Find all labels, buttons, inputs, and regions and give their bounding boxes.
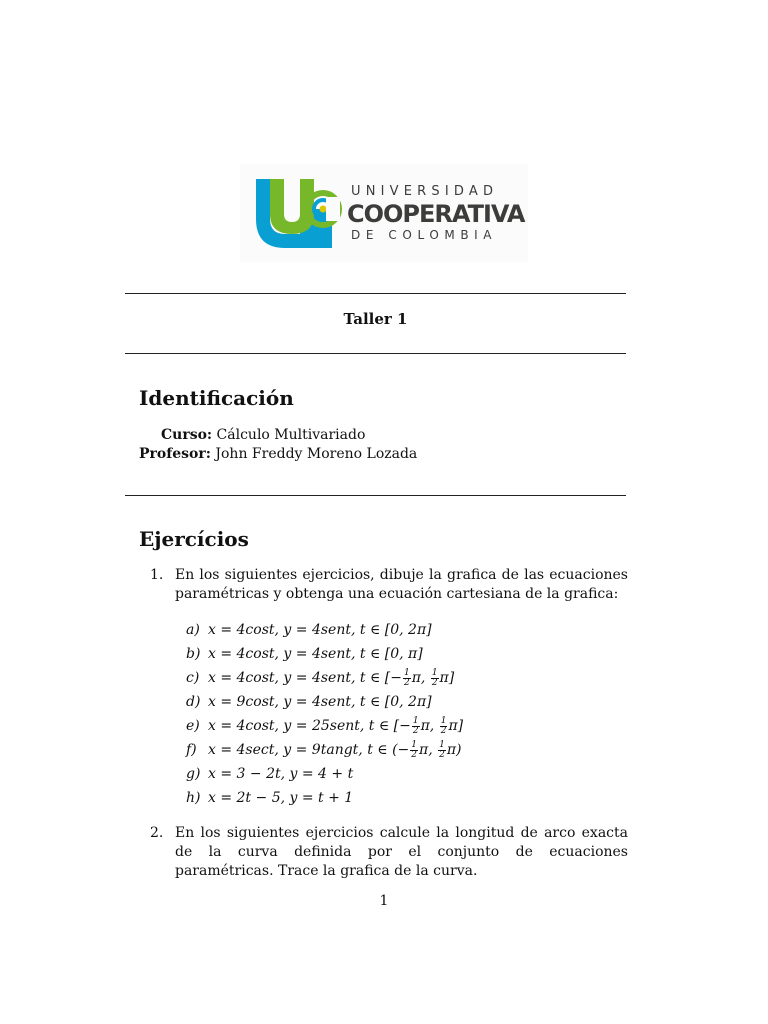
exercise-text: En los siguientes ejercicios, dibuje la grafica de las ecuaciones paramétricas y obtenga una ecuación cartesiana de la grafica: [175, 567, 628, 602]
professor-row [139, 445, 417, 464]
exercises-heading: Ejercícios [139, 527, 249, 551]
fraction: $\frac{1}{2}$ [431, 667, 438, 688]
logo-line-1: UNIVERSIDAD [351, 184, 499, 199]
fraction: $\frac{1}{2}$ [439, 739, 445, 760]
page-number: 1 [379, 893, 389, 909]
course-label: Curso: [161, 427, 213, 443]
exercise-sublist [175, 618, 628, 810]
fraction: $\frac{1}{2}$ [412, 715, 419, 736]
subitem-d: d) x = 9cost, y = 4sent, t ∈ [0, 2π] [186, 694, 432, 710]
course-row [139, 426, 417, 445]
university-logo [240, 164, 528, 262]
exercise-number: 1. [150, 567, 164, 583]
logo-line-3: DE COLOMBIA [351, 228, 498, 242]
professor-value: John Freddy Moreno Lozada [215, 446, 418, 462]
equation: x = 4cost, y = 4sent, t ∈ [− $\frac{1}{2}$ π, $\frac{1}{2}$ π] [208, 667, 455, 688]
subitem-c: c) x = 4cost, y = 4sent, t ∈ [− $\frac{1}{2}$ π, $\frac{1}{2}$ π] [186, 667, 455, 688]
fraction: $\frac{1}{2}$ [403, 667, 410, 688]
document-title: Taller 1 [343, 310, 408, 328]
equation: x = 4sect, y = 9tangt, t ∈ (− $\frac{1}{2}$ π, $\frac{1}{2}$ π) [208, 739, 462, 760]
subitem-a: a) x = 4cost, y = 4sent, t ∈ [0, 2π] [186, 622, 432, 638]
subitem-e: e) x = 4cost, y = 25sent, t ∈ [− $\frac{1}{2}$ π, $\frac{1}{2}$ π] [186, 715, 464, 736]
top-rule [125, 293, 626, 294]
equation: x = 3 − 2t, y = 4 + t [208, 766, 354, 782]
exercise-number: 2. [150, 825, 164, 841]
fraction: $\frac{1}{2}$ [440, 715, 447, 736]
course-value: Cálculo Multivariado [216, 427, 366, 443]
identification-heading: Identificación [139, 386, 294, 410]
fraction: $\frac{1}{2}$ [411, 739, 418, 760]
logo-line-2: COOPERATIVA [347, 200, 525, 228]
section-rule [125, 495, 626, 496]
exercise-item [150, 566, 628, 810]
exercise-list [150, 566, 628, 881]
equation: x = 4cost, y = 4sent, t ∈ [0, 2π] [208, 622, 432, 638]
exercise-text: En los siguientes ejercicios calcule la longitud de arco exacta de la curva definida por el conjunto de ecuaciones paramétricas. Trace la grafica de la curva. [175, 825, 628, 879]
equation: x = 2t − 5, y = t + 1 [208, 790, 354, 806]
subitem-f: f) x = 4sect, y = 9tangt, t ∈ (− $\frac{1}{2}$ π, $\frac{1}{2}$ π) [186, 739, 462, 760]
title-bottom-rule [125, 353, 626, 354]
subitem-g: g) x = 3 − 2t, y = 4 + t [186, 766, 354, 782]
equation: x = 4cost, y = 4sent, t ∈ [0, π] [208, 646, 423, 662]
equation: x = 9cost, y = 4sent, t ∈ [0, 2π] [208, 694, 432, 710]
exercise-item [150, 824, 628, 881]
identification-block [139, 426, 417, 464]
subitem-b: b) x = 4cost, y = 4sent, t ∈ [0, π] [186, 646, 423, 662]
professor-label: Profesor: [139, 446, 211, 462]
equation: x = 4cost, y = 25sent, t ∈ [− $\frac{1}{2}$ π, $\frac{1}{2}$ π] [208, 715, 464, 736]
subitem-h: h) x = 2t − 5, y = t + 1 [186, 790, 354, 806]
